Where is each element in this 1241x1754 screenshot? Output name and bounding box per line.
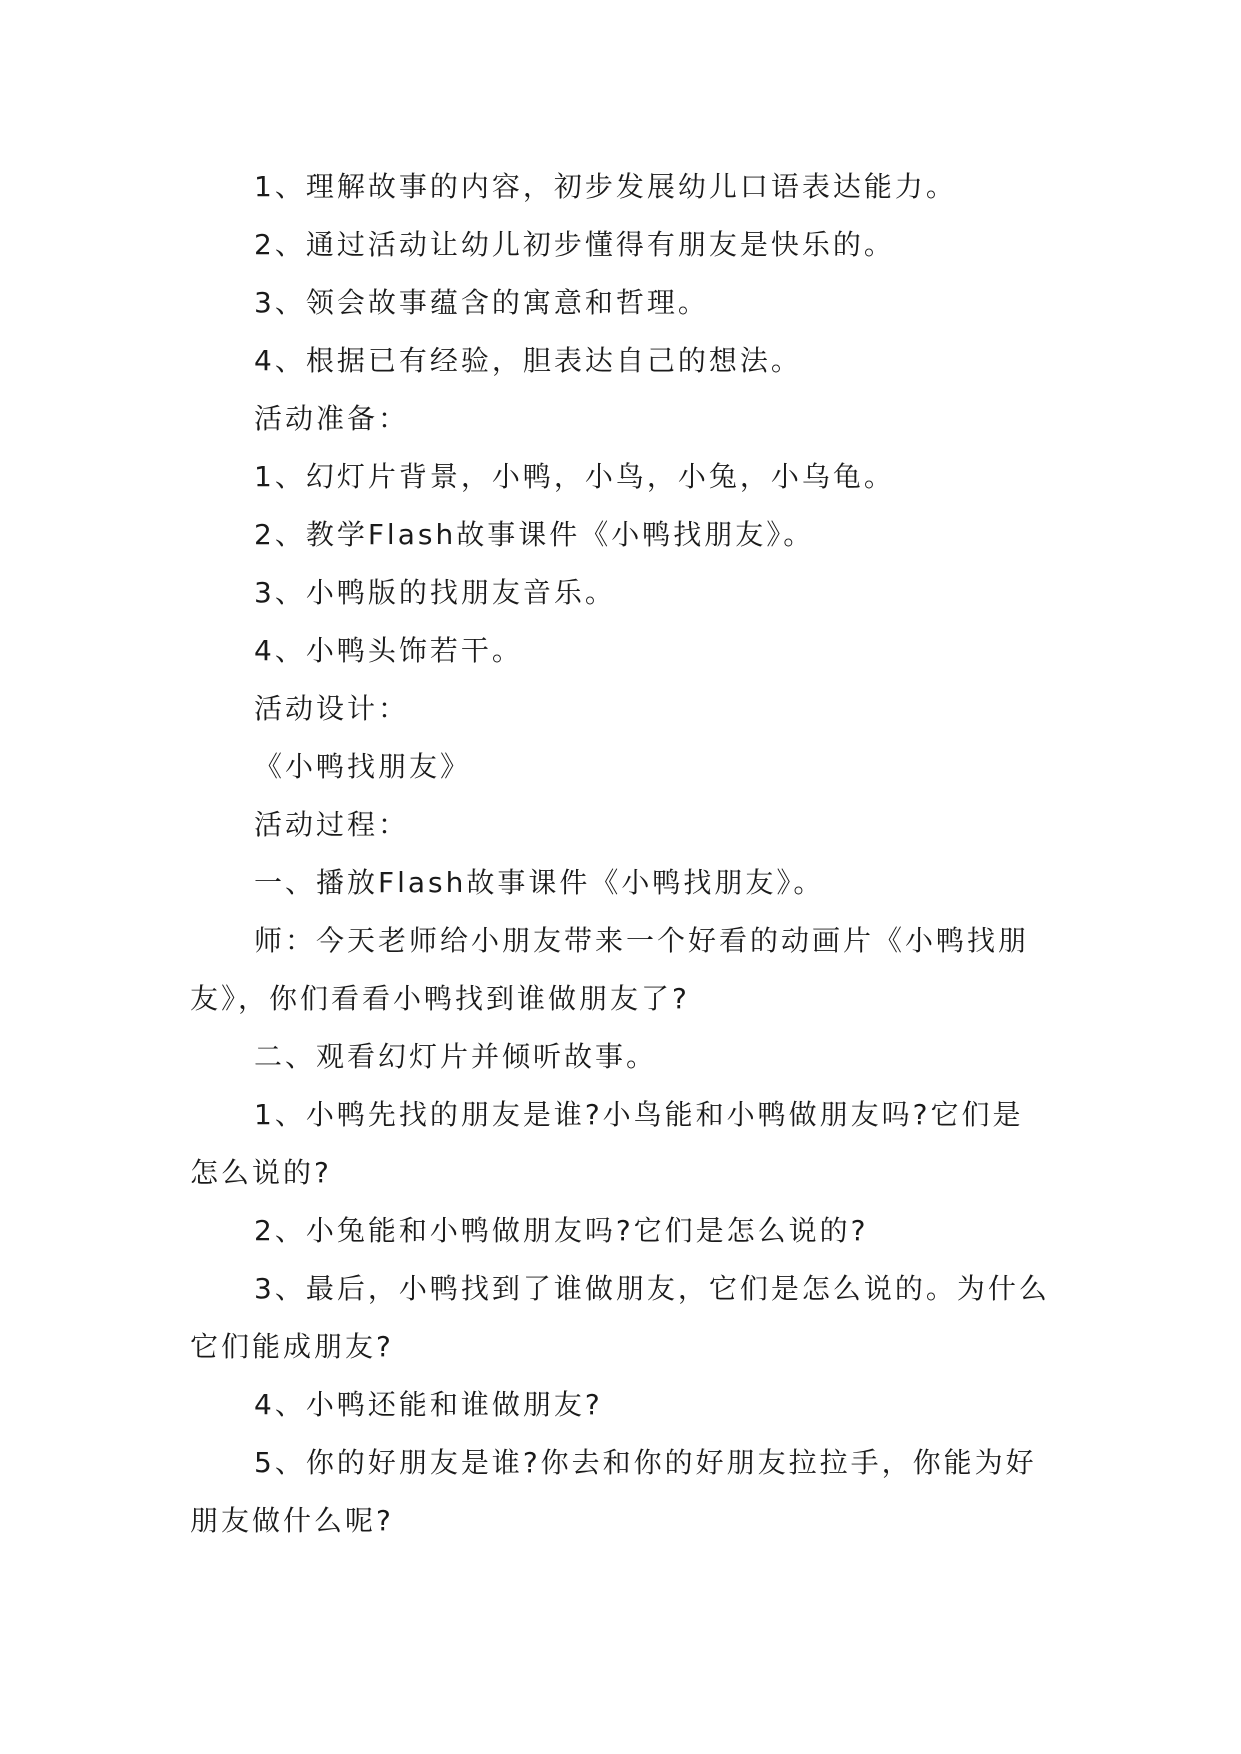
teacher-line: 师：今天老师给小朋友带来一个好看的动画片《小鸭找朋友》，你们看看小鸭找到谁做朋友了? — [190, 924, 1030, 1015]
section-heading-process: 活动过程： — [254, 808, 410, 841]
preparation-1: 1、幻灯片背景，小鸭，小鸟，小兔，小乌龟。 — [254, 460, 895, 493]
section-heading-design: 活动设计： — [254, 692, 410, 725]
objective-2: 2、通过活动让幼儿初步懂得有朋友是快乐的。 — [254, 228, 895, 261]
section-heading-preparation: 活动准备： — [254, 402, 410, 435]
preparation-2: 2、教学Flash故事课件《小鸭找朋友》。 — [254, 518, 815, 551]
objective-4: 4、根据已有经验，胆表达自己的想法。 — [254, 344, 802, 377]
process-step-1: 一、播放Flash故事课件《小鸭找朋友》。 — [254, 866, 825, 899]
question-1: 1、小鸭先找的朋友是谁?小鸟能和小鸭做朋友吗?它们是怎么说的? — [190, 1098, 1024, 1189]
question-5: 5、你的好朋友是谁?你去和你的好朋友拉拉手，你能为好朋友做什么呢? — [190, 1446, 1037, 1537]
design-title: 《小鸭找朋友》 — [254, 750, 472, 783]
question-2: 2、小兔能和小鸭做朋友吗?它们是怎么说的? — [254, 1214, 869, 1247]
preparation-4: 4、小鸭头饰若干。 — [254, 634, 523, 667]
process-step-2: 二、观看幻灯片并倾听故事。 — [254, 1040, 658, 1073]
question-3: 3、最后，小鸭找到了谁做朋友，它们是怎么说的。为什么它们能成朋友? — [190, 1272, 1050, 1363]
document-body — [190, 158, 1050, 1550]
objective-1: 1、理解故事的内容，初步发展幼儿口语表达能力。 — [254, 170, 957, 203]
preparation-3: 3、小鸭版的找朋友音乐。 — [254, 576, 616, 609]
question-4: 4、小鸭还能和谁做朋友? — [254, 1388, 603, 1421]
objective-3: 3、领会故事蕴含的寓意和哲理。 — [254, 286, 709, 319]
